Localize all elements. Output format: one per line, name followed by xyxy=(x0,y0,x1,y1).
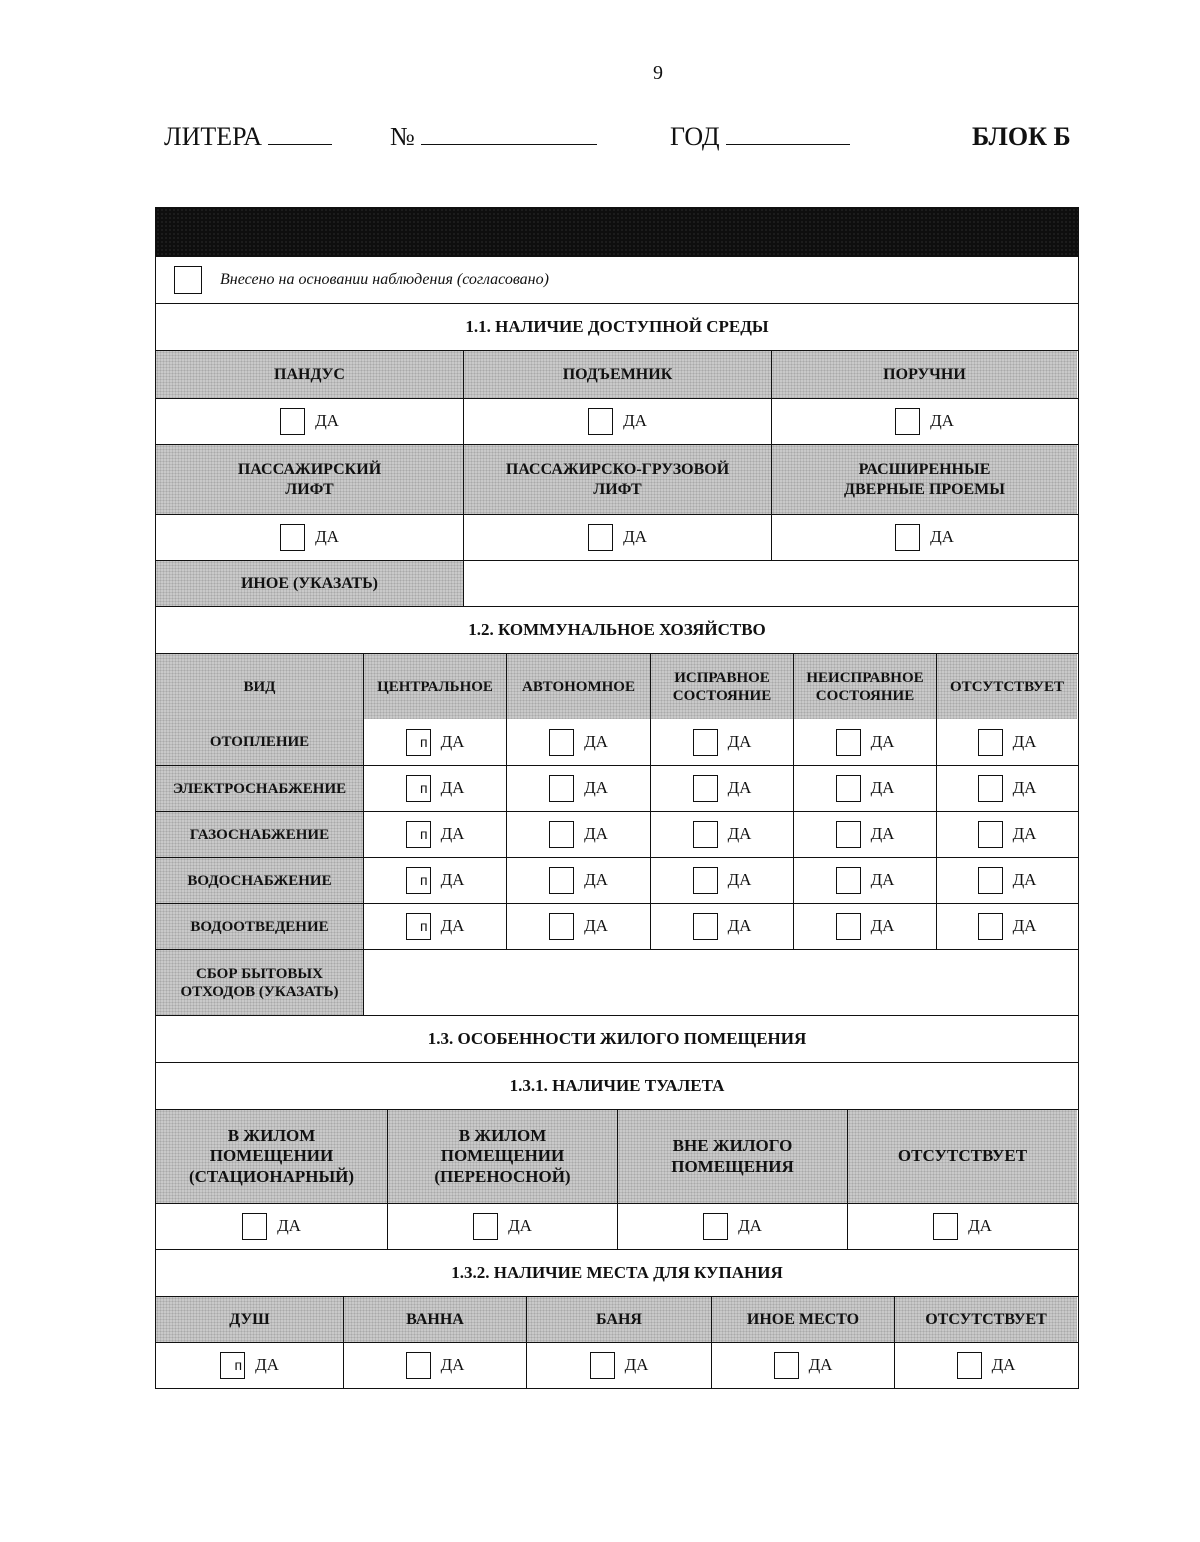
ramp-checkbox[interactable] xyxy=(280,408,305,435)
bathing-col-bath: ВАННА xyxy=(343,1297,526,1342)
utility-autonomous-checkbox[interactable] xyxy=(549,867,574,894)
yes-label: ДА xyxy=(584,731,608,751)
toilet-absent-checkbox[interactable] xyxy=(933,1213,958,1240)
observation-checkbox[interactable] xyxy=(174,266,202,294)
lift-platform-checkbox[interactable] xyxy=(588,408,613,435)
handrails-checkbox[interactable] xyxy=(895,408,920,435)
section-1-3-1-header xyxy=(156,1062,1078,1109)
yes-label: ДА xyxy=(1012,916,1037,936)
toilet-outside-answer xyxy=(617,1204,847,1249)
utility-autonomous-checkbox[interactable] xyxy=(549,821,574,848)
year-label: ГОД xyxy=(670,122,720,151)
yes-label: ДА xyxy=(1012,870,1037,890)
litera-label: ЛИТЕРА xyxy=(164,122,263,151)
yes-label: ДА xyxy=(1012,824,1037,844)
block-label: БЛОК Б xyxy=(972,122,1071,151)
year-field xyxy=(670,122,850,152)
other-place-answer xyxy=(711,1343,894,1388)
toilet-outside-checkbox[interactable] xyxy=(703,1213,728,1240)
utility-autonomous-answer xyxy=(506,719,650,765)
bathing-absent-answer xyxy=(894,1343,1077,1388)
passenger-lift-checkbox[interactable] xyxy=(280,524,305,551)
toilet-portable-answer xyxy=(387,1204,617,1249)
wide-doorways-answer xyxy=(771,515,1077,560)
utility-absent-answer xyxy=(936,812,1077,857)
toilet-col-absent: ОТСУТСТВУЕТ xyxy=(847,1110,1077,1203)
yes-label: ДА xyxy=(440,916,465,936)
yes-label: ДА xyxy=(508,1216,532,1236)
utilities-col-working: ИСПРАВНОЕ СОСТОЯНИЕ xyxy=(650,654,793,719)
freight-lift-header: ПАССАЖИРСКО-ГРУЗОВОЙ ЛИФТ xyxy=(463,445,771,514)
bathing-section-title: 1.3.2. НАЛИЧИЕ МЕСТА ДЛЯ КУПАНИЯ xyxy=(451,1262,783,1282)
utility-type-label: ОТОПЛЕНИЕ xyxy=(156,719,363,765)
yes-label: ДА xyxy=(440,731,465,751)
yes-label: ДА xyxy=(584,870,608,890)
page-number: 9 xyxy=(653,62,663,84)
litera-input-line[interactable] xyxy=(268,122,332,145)
yes-label: ДА xyxy=(727,916,752,936)
utility-autonomous-answer xyxy=(506,904,650,949)
utility-absent-answer xyxy=(936,858,1077,903)
banya-answer xyxy=(526,1343,711,1388)
utilities-col-autonomous: АВТОНОМНОЕ xyxy=(506,654,650,719)
yes-label: ДА xyxy=(315,527,339,547)
utility-working-answer xyxy=(650,812,793,857)
utility-working-checkbox[interactable] xyxy=(693,821,718,848)
redacted-title xyxy=(156,208,1078,256)
utilities-col-central: ЦЕНТРАЛЬНОЕ xyxy=(363,654,506,719)
bathing-answer-row xyxy=(156,1342,1078,1388)
survey-form xyxy=(155,207,1079,1389)
utility-working-answer xyxy=(650,904,793,949)
utility-faulty-answer xyxy=(793,719,936,765)
yes-label: ДА xyxy=(624,1355,649,1375)
banya-checkbox[interactable] xyxy=(590,1352,615,1379)
other-specify-field[interactable] xyxy=(463,561,1077,606)
utility-rows xyxy=(156,719,1078,949)
utility-central-checkbox[interactable]: п xyxy=(406,775,431,802)
utility-working-answer xyxy=(650,719,793,765)
yes-label: ДА xyxy=(870,824,895,844)
section-1-3-2-header xyxy=(156,1249,1078,1296)
yes-label: ДА xyxy=(870,778,895,798)
utilities-col-absent: ОТСУТСТВУЕТ xyxy=(936,654,1077,719)
utility-absent-checkbox[interactable] xyxy=(978,913,1003,940)
toilet-portable-checkbox[interactable] xyxy=(473,1213,498,1240)
yes-label: ДА xyxy=(727,731,752,751)
bathing-col-other: ИНОЕ МЕСТО xyxy=(711,1297,894,1342)
utility-working-answer xyxy=(650,766,793,811)
utility-row xyxy=(156,719,1078,765)
lift-platform-header: ПОДЪЕМНИК xyxy=(463,351,771,398)
yes-label: ДА xyxy=(623,411,647,431)
section-1-3-title: 1.3. ОСОБЕННОСТИ ЖИЛОГО ПОМЕЩЕНИЯ xyxy=(427,1028,807,1048)
yes-label: ДА xyxy=(870,731,895,751)
wide-doorways-header: РАСШИРЕННЫЕ ДВЕРНЫЕ ПРОЕМЫ xyxy=(771,445,1077,514)
section-1-2-header xyxy=(156,606,1078,653)
yes-label: ДА xyxy=(584,916,608,936)
accessibility-answer-row-2 xyxy=(156,514,1078,560)
utility-row xyxy=(156,811,1078,857)
accessibility-header-row-1 xyxy=(156,350,1078,398)
utility-autonomous-answer xyxy=(506,858,650,903)
handrails-header: ПОРУЧНИ xyxy=(771,351,1077,398)
section-1-1-title: 1.1. НАЛИЧИЕ ДОСТУПНОЙ СРЕДЫ xyxy=(465,316,769,336)
utility-absent-checkbox[interactable] xyxy=(978,775,1003,802)
utility-faulty-checkbox[interactable] xyxy=(836,729,861,756)
other-place-checkbox[interactable] xyxy=(774,1352,799,1379)
yes-label: ДА xyxy=(870,870,895,890)
yes-label: ДА xyxy=(623,527,647,547)
yes-label: ДА xyxy=(808,1355,833,1375)
ramp-answer xyxy=(156,399,463,444)
yes-label: ДА xyxy=(1012,731,1037,751)
yes-label: ДА xyxy=(584,778,608,798)
ramp-header: ПАНДУС xyxy=(156,351,463,398)
utility-type-label: ВОДОСНАБЖЕНИЕ xyxy=(156,858,363,903)
toilet-stationary-checkbox[interactable] xyxy=(242,1213,267,1240)
utility-working-checkbox[interactable] xyxy=(693,775,718,802)
utility-central-checkbox[interactable]: п xyxy=(406,821,431,848)
utility-central-answer xyxy=(363,904,506,949)
waste-collection-row xyxy=(156,949,1078,1015)
utility-type-label: ЭЛЕКТРОСНАБЖЕНИЕ xyxy=(156,766,363,811)
utility-absent-checkbox[interactable] xyxy=(978,729,1003,756)
yes-label: ДА xyxy=(870,916,895,936)
utility-autonomous-checkbox[interactable] xyxy=(549,729,574,756)
utility-absent-checkbox[interactable] xyxy=(978,867,1003,894)
utility-working-checkbox[interactable] xyxy=(693,913,718,940)
observation-row xyxy=(156,256,1078,303)
toilet-section-title: 1.3.1. НАЛИЧИЕ ТУАЛЕТА xyxy=(509,1075,725,1095)
yes-label: ДА xyxy=(738,1216,762,1236)
toilet-stationary-answer xyxy=(156,1204,387,1249)
yes-label: ДА xyxy=(440,870,465,890)
utilities-col-faulty: НЕИСПРАВНОЕ СОСТОЯНИЕ xyxy=(793,654,936,719)
utilities-header-row xyxy=(156,653,1078,719)
utility-absent-checkbox[interactable] xyxy=(978,821,1003,848)
utility-autonomous-checkbox[interactable] xyxy=(549,913,574,940)
utility-faulty-checkbox[interactable] xyxy=(836,913,861,940)
utility-central-answer xyxy=(363,812,506,857)
accessibility-other-row xyxy=(156,560,1078,606)
utility-working-answer xyxy=(650,858,793,903)
bathing-col-shower: ДУШ xyxy=(156,1297,343,1342)
utility-faulty-checkbox[interactable] xyxy=(836,775,861,802)
utilities-col-type: ВИД xyxy=(156,654,363,719)
toilet-header-row xyxy=(156,1109,1078,1203)
bathing-header-row xyxy=(156,1296,1078,1342)
section-1-2-title: 1.2. КОММУНАЛЬНОЕ ХОЗЯЙСТВО xyxy=(468,619,766,639)
utility-faulty-answer xyxy=(793,766,936,811)
utility-faulty-answer xyxy=(793,858,936,903)
yes-label: ДА xyxy=(1012,778,1037,798)
utility-row xyxy=(156,857,1078,903)
handrails-answer xyxy=(771,399,1077,444)
toilet-col-portable: В ЖИЛОМ ПОМЕЩЕНИИ (ПЕРЕНОСНОЙ) xyxy=(387,1110,617,1203)
accessibility-header-row-2 xyxy=(156,444,1078,514)
bath-checkbox[interactable] xyxy=(406,1352,431,1379)
yes-label: ДА xyxy=(930,527,954,547)
year-input-line[interactable] xyxy=(726,122,850,145)
utility-working-checkbox[interactable] xyxy=(693,867,718,894)
form-title-bar xyxy=(156,208,1078,256)
utility-central-checkbox[interactable]: п xyxy=(406,913,431,940)
utility-central-answer xyxy=(363,766,506,811)
yes-label: ДА xyxy=(727,870,752,890)
number-field xyxy=(390,122,597,152)
bathing-col-banya: БАНЯ xyxy=(526,1297,711,1342)
toilet-col-outside: ВНЕ ЖИЛОГО ПОМЕЩЕНИЯ xyxy=(617,1110,847,1203)
utility-faulty-checkbox[interactable] xyxy=(836,867,861,894)
freight-lift-answer xyxy=(463,515,771,560)
utility-central-checkbox[interactable]: п xyxy=(406,729,431,756)
yes-label: ДА xyxy=(315,411,339,431)
yes-label: ДА xyxy=(440,824,465,844)
toilet-answer-row xyxy=(156,1203,1078,1249)
utility-row xyxy=(156,765,1078,811)
utility-type-label: ВОДООТВЕДЕНИЕ xyxy=(156,904,363,949)
yes-label: ДА xyxy=(727,824,752,844)
litera-field xyxy=(164,122,332,152)
wide-doorways-checkbox[interactable] xyxy=(895,524,920,551)
utility-faulty-answer xyxy=(793,812,936,857)
section-1-3-header xyxy=(156,1015,1078,1062)
section-1-1-header xyxy=(156,303,1078,350)
utility-autonomous-answer xyxy=(506,766,650,811)
utility-autonomous-checkbox[interactable] xyxy=(549,775,574,802)
lift-platform-answer xyxy=(463,399,771,444)
utility-faulty-answer xyxy=(793,904,936,949)
waste-collection-field[interactable] xyxy=(363,950,1077,1015)
observation-note: Внесено на основании наблюдения (согласовано) xyxy=(220,271,549,289)
other-specify-label: ИНОЕ (УКАЗАТЬ) xyxy=(156,561,463,606)
freight-lift-checkbox[interactable] xyxy=(588,524,613,551)
utility-central-answer xyxy=(363,858,506,903)
yes-label: ДА xyxy=(440,778,465,798)
utility-row xyxy=(156,903,1078,949)
utility-central-checkbox[interactable]: п xyxy=(406,867,431,894)
yes-label: ДА xyxy=(584,824,608,844)
shower-answer xyxy=(156,1343,343,1388)
yes-label: ДА xyxy=(277,1216,301,1236)
utility-absent-answer xyxy=(936,719,1077,765)
toilet-absent-answer xyxy=(847,1204,1077,1249)
shower-checkbox[interactable]: п xyxy=(220,1352,245,1379)
utility-absent-answer xyxy=(936,766,1077,811)
accessibility-answer-row-1 xyxy=(156,398,1078,444)
toilet-col-stationary: В ЖИЛОМ ПОМЕЩЕНИИ (СТАЦИОНАРНЫЙ) xyxy=(156,1110,387,1203)
yes-label: ДА xyxy=(991,1355,1016,1375)
utility-faulty-checkbox[interactable] xyxy=(836,821,861,848)
observation-cell xyxy=(156,257,1078,303)
yes-label: ДА xyxy=(727,778,752,798)
passenger-lift-answer xyxy=(156,515,463,560)
bath-answer xyxy=(343,1343,526,1388)
utility-autonomous-answer xyxy=(506,812,650,857)
number-input-line[interactable] xyxy=(421,122,597,145)
utility-working-checkbox[interactable] xyxy=(693,729,718,756)
bathing-col-absent: ОТСУТСТВУЕТ xyxy=(894,1297,1077,1342)
bathing-absent-checkbox[interactable] xyxy=(957,1352,982,1379)
utility-central-answer xyxy=(363,719,506,765)
yes-label: ДА xyxy=(930,411,954,431)
yes-label: ДА xyxy=(968,1216,992,1236)
passenger-lift-header: ПАССАЖИРСКИЙ ЛИФТ xyxy=(156,445,463,514)
utility-absent-answer xyxy=(936,904,1077,949)
yes-label: ДА xyxy=(255,1355,279,1375)
waste-collection-label: СБОР БЫТОВЫХ ОТХОДОВ (УКАЗАТЬ) xyxy=(156,950,363,1015)
yes-label: ДА xyxy=(440,1355,465,1375)
number-label: № xyxy=(390,122,415,151)
utility-type-label: ГАЗОСНАБЖЕНИЕ xyxy=(156,812,363,857)
